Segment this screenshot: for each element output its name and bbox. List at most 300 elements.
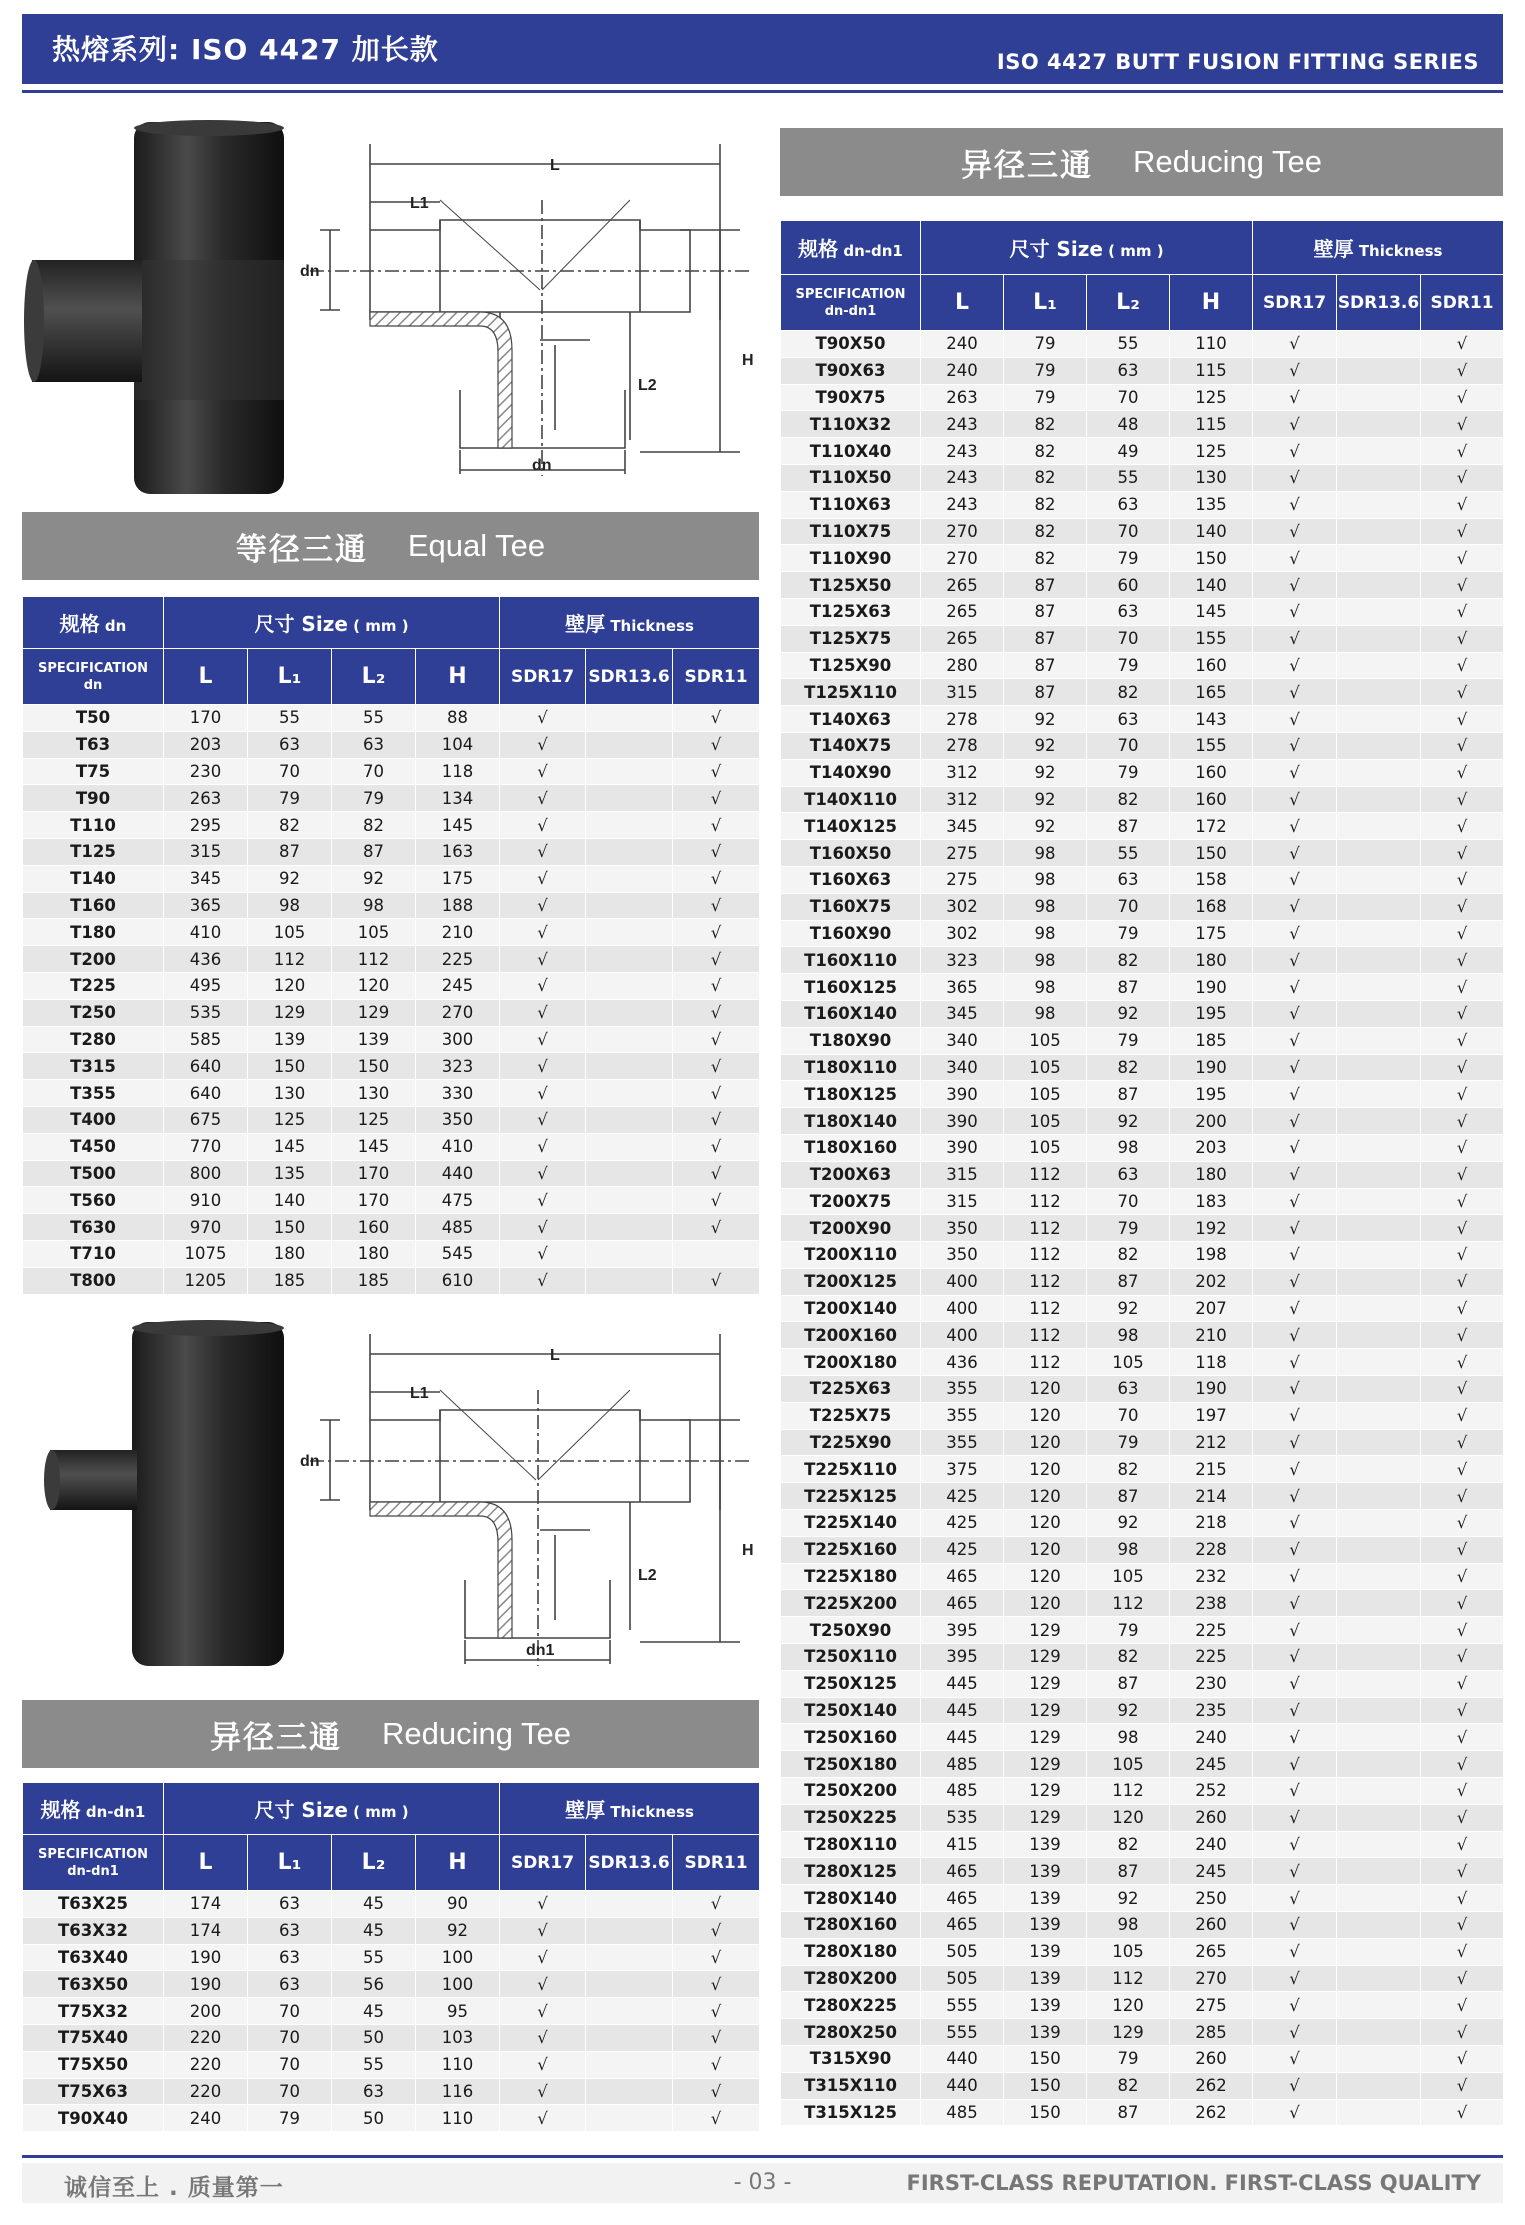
dimension-cell: 79 [1087, 1215, 1170, 1242]
sdr-cell: √ [1421, 1027, 1504, 1054]
sdr-cell [1337, 706, 1421, 733]
sdr-cell: √ [1253, 1724, 1337, 1751]
sdr-cell [1337, 1483, 1421, 1510]
table-row [781, 2046, 1504, 2073]
sdr-cell [1337, 1617, 1421, 1644]
dimension-cell: 125 [332, 1106, 416, 1133]
dimension-cell: 95 [416, 1998, 500, 2025]
dimension-cell: 63 [248, 1971, 332, 1998]
dimension-cell: 82 [1087, 1644, 1170, 1671]
sdr-cell: √ [1253, 1268, 1337, 1295]
spec-cell: T200X180 [781, 1349, 921, 1376]
table-row [781, 1536, 1504, 1563]
header-specification: SPECIFICATION dn-dn1 [23, 1835, 164, 1891]
dimension-cell: 92 [1087, 1000, 1170, 1027]
header-thickness: 壁厚 Thickness [500, 597, 760, 649]
dimension-cell: 160 [332, 1214, 416, 1241]
table-row [781, 947, 1504, 974]
dimension-cell: 800 [164, 1160, 248, 1187]
dimension-cell: 160 [1170, 759, 1253, 786]
sdr-cell: √ [500, 1971, 586, 1998]
dimension-cell: 139 [1004, 1831, 1087, 1858]
sdr-cell: √ [500, 1080, 586, 1107]
dimension-cell: 375 [921, 1456, 1004, 1483]
dimension-cell: 465 [921, 1590, 1004, 1617]
table-row [781, 491, 1504, 518]
equal-tee-photo [22, 120, 302, 500]
sdr-cell: √ [1421, 1376, 1504, 1403]
sdr-cell: √ [1421, 1483, 1504, 1510]
dimension-cell: 98 [1087, 1134, 1170, 1161]
sdr-cell: √ [1253, 2072, 1337, 2099]
header-spec: 规格 dn-dn1 [23, 1783, 164, 1835]
dimension-cell: 87 [1087, 813, 1170, 840]
dimension-cell: 140 [1170, 518, 1253, 545]
dimension-cell: 63 [248, 1944, 332, 1971]
sdr-cell: √ [1253, 625, 1337, 652]
sdr-cell [1337, 2099, 1421, 2126]
sdr-cell: √ [500, 2024, 586, 2051]
sdr-cell [586, 2024, 673, 2051]
spec-cell: T280X250 [781, 2019, 921, 2046]
dimension-cell: 129 [332, 999, 416, 1026]
sdr-cell: √ [1421, 1456, 1504, 1483]
spec-cell: T280X200 [781, 1965, 921, 1992]
dimension-cell: 70 [248, 758, 332, 785]
dimension-cell: 125 [1170, 438, 1253, 465]
dimension-cell: 105 [1087, 1751, 1170, 1778]
header-sdr11: SDR11 [1421, 275, 1504, 331]
sdr-cell [586, 1971, 673, 1998]
header-L2: L₂ [332, 649, 416, 705]
sdr-cell [1337, 1429, 1421, 1456]
sdr-cell [586, 1080, 673, 1107]
table-row [781, 572, 1504, 599]
dimension-cell: 145 [332, 1133, 416, 1160]
page-footer [22, 2163, 1503, 2203]
table-row [781, 1295, 1504, 1322]
spec-cell: T180 [23, 919, 164, 946]
dimension-cell: 212 [1170, 1429, 1253, 1456]
table-row [23, 946, 760, 973]
dimension-cell: 545 [416, 1240, 500, 1267]
sdr-cell: √ [1253, 947, 1337, 974]
spec-cell: T225X75 [781, 1402, 921, 1429]
dimension-cell: 139 [1004, 1965, 1087, 1992]
table-row [781, 1376, 1504, 1403]
dimension-cell: 160 [1170, 786, 1253, 813]
dimension-cell: 98 [1004, 920, 1087, 947]
table-row [23, 2024, 760, 2051]
table-row [781, 438, 1504, 465]
dimension-cell: 168 [1170, 893, 1253, 920]
dimension-cell: 440 [921, 2046, 1004, 2073]
sdr-cell: √ [1253, 813, 1337, 840]
table-row [781, 1510, 1504, 1537]
table-row [781, 1349, 1504, 1376]
spec-cell: T125X90 [781, 652, 921, 679]
sdr-cell [1337, 438, 1421, 465]
dimension-cell: 112 [1004, 1295, 1087, 1322]
sdr-cell: √ [1253, 1831, 1337, 1858]
dimension-cell: 350 [416, 1106, 500, 1133]
dimension-cell: 130 [248, 1080, 332, 1107]
sdr-cell [1337, 464, 1421, 491]
spec-cell: T90 [23, 785, 164, 812]
section-title-reducing-tee-left [22, 1700, 759, 1768]
dimension-cell: 410 [164, 919, 248, 946]
dimension-cell: 87 [1087, 974, 1170, 1001]
sdr-cell: √ [1253, 1885, 1337, 1912]
dimension-cell: 150 [1004, 2046, 1087, 2073]
dimension-cell: 60 [1087, 572, 1170, 599]
dimension-cell: 70 [332, 758, 416, 785]
dimension-cell: 240 [1170, 1831, 1253, 1858]
sdr-cell: √ [1421, 411, 1504, 438]
table-row [23, 1998, 760, 2025]
sdr-cell [586, 1891, 673, 1918]
dimension-cell: 82 [332, 812, 416, 839]
dimension-cell: 45 [332, 1917, 416, 1944]
dimension-cell: 82 [1087, 786, 1170, 813]
sdr-cell [1337, 1242, 1421, 1269]
sdr-cell: √ [1421, 572, 1504, 599]
dimension-cell: 355 [921, 1376, 1004, 1403]
sdr-cell [1337, 1054, 1421, 1081]
spec-cell: T90X50 [781, 331, 921, 358]
spec-cell: T710 [23, 1240, 164, 1267]
dimension-cell: 98 [1087, 1536, 1170, 1563]
sdr-cell: √ [1253, 1134, 1337, 1161]
sdr-cell: √ [1253, 411, 1337, 438]
dimension-cell: 92 [1004, 786, 1087, 813]
section-title-en: Equal Tee [407, 528, 546, 563]
header-spec: 规格 dn [23, 597, 164, 649]
section-title-cn: 异径三通 [960, 147, 1093, 184]
header-thickness: 壁厚 Thickness [500, 1783, 760, 1835]
sdr-cell [1337, 1027, 1421, 1054]
dimension-cell: 555 [921, 1992, 1004, 2019]
dimension-cell: 63 [332, 2078, 416, 2105]
header-sdr13-6: SDR13.6 [1337, 275, 1421, 331]
dimension-cell: 240 [1170, 1724, 1253, 1751]
page-number: - 03 - [733, 2170, 792, 2195]
dimension-cell: 185 [248, 1267, 332, 1294]
sdr-cell: √ [1421, 1295, 1504, 1322]
sdr-cell: √ [1253, 572, 1337, 599]
dimension-cell: 230 [164, 758, 248, 785]
sdr-cell [1337, 732, 1421, 759]
dimension-cell: 63 [248, 731, 332, 758]
dimension-cell: 270 [921, 545, 1004, 572]
sdr-cell: √ [673, 1998, 760, 2025]
sdr-cell: √ [673, 758, 760, 785]
dimension-cell: 82 [1087, 1054, 1170, 1081]
sdr-cell: √ [1421, 1188, 1504, 1215]
spec-cell: T180X160 [781, 1134, 921, 1161]
dimension-cell: 105 [1087, 1938, 1170, 1965]
dimension-cell: 98 [1004, 893, 1087, 920]
sdr-cell [1337, 893, 1421, 920]
sdr-cell: √ [1253, 1536, 1337, 1563]
sdr-cell [586, 1026, 673, 1053]
dimension-cell: 485 [921, 2099, 1004, 2126]
sdr-cell: √ [1421, 1697, 1504, 1724]
dimension-cell: 198 [1170, 1242, 1253, 1269]
dimension-cell: 278 [921, 732, 1004, 759]
sdr-cell: √ [673, 838, 760, 865]
dimension-cell: 145 [416, 812, 500, 839]
table-row [23, 2078, 760, 2105]
sdr-cell [1337, 947, 1421, 974]
spec-cell: T630 [23, 1214, 164, 1241]
table-row [781, 518, 1504, 545]
spec-cell: T225X200 [781, 1590, 921, 1617]
header-specification: SPECIFICATION dn-dn1 [781, 275, 921, 331]
sdr-cell: √ [1253, 866, 1337, 893]
spec-cell: T400 [23, 1106, 164, 1133]
dimension-cell: 225 [1170, 1644, 1253, 1671]
sdr-cell: √ [1421, 1161, 1504, 1188]
dimension-cell: 79 [1087, 652, 1170, 679]
dimension-cell: 225 [1170, 1617, 1253, 1644]
sdr-cell: √ [1253, 1322, 1337, 1349]
sdr-cell: √ [1421, 357, 1504, 384]
header-size: 尺寸 Size ( mm ) [921, 221, 1253, 275]
sdr-cell [1337, 411, 1421, 438]
dimension-cell: 82 [1087, 1242, 1170, 1269]
dimension-cell: 105 [1004, 1081, 1087, 1108]
table-row [781, 786, 1504, 813]
table-row [781, 1054, 1504, 1081]
dim-label-H: H [742, 1542, 754, 1559]
dimension-cell: 390 [921, 1134, 1004, 1161]
sdr-cell: √ [1421, 652, 1504, 679]
dimension-cell: 270 [416, 999, 500, 1026]
sdr-cell [1337, 1563, 1421, 1590]
sdr-cell: √ [500, 1240, 586, 1267]
sdr-cell [1337, 1134, 1421, 1161]
table-row [781, 759, 1504, 786]
dimension-cell: 190 [1170, 974, 1253, 1001]
sdr-cell: √ [1253, 1938, 1337, 1965]
dimension-cell: 174 [164, 1917, 248, 1944]
sdr-cell: √ [673, 705, 760, 732]
sdr-cell [1337, 1349, 1421, 1376]
dimension-cell: 485 [921, 1751, 1004, 1778]
dimension-cell: 129 [1004, 1724, 1087, 1751]
spec-cell: T90X63 [781, 357, 921, 384]
dimension-cell: 82 [1087, 1456, 1170, 1483]
sdr-cell: √ [1421, 1804, 1504, 1831]
sdr-cell: √ [673, 1133, 760, 1160]
dimension-cell: 87 [1087, 1483, 1170, 1510]
sdr-cell: √ [1421, 813, 1504, 840]
dimension-cell: 112 [1004, 1349, 1087, 1376]
dimension-cell: 45 [332, 1891, 416, 1918]
header-spec: 规格 dn-dn1 [781, 221, 921, 275]
spec-cell: T125X75 [781, 625, 921, 652]
reducing-tee-table-right [780, 220, 1504, 2126]
sdr-cell: √ [500, 972, 586, 999]
spec-cell: T90X40 [23, 2105, 164, 2132]
table-row [23, 1053, 760, 1080]
sdr-cell: √ [673, 1971, 760, 1998]
dimension-cell: 610 [416, 1267, 500, 1294]
sdr-cell: √ [1253, 357, 1337, 384]
sdr-cell: √ [673, 1026, 760, 1053]
table-row [781, 652, 1504, 679]
dimension-cell: 105 [1004, 1108, 1087, 1135]
dimension-cell: 210 [416, 919, 500, 946]
spec-cell: T225 [23, 972, 164, 999]
dimension-cell: 150 [1004, 2099, 1087, 2126]
sdr-cell [586, 1106, 673, 1133]
spec-cell: T110X50 [781, 464, 921, 491]
dimension-cell: 125 [248, 1106, 332, 1133]
sdr-cell: √ [673, 1080, 760, 1107]
dimension-cell: 180 [1170, 947, 1253, 974]
dimension-cell: 70 [1087, 625, 1170, 652]
spec-cell: T225X160 [781, 1536, 921, 1563]
dimension-cell: 90 [416, 1891, 500, 1918]
dimension-cell: 243 [921, 411, 1004, 438]
dimension-cell: 87 [1087, 1670, 1170, 1697]
table-row [781, 1188, 1504, 1215]
spec-cell: T450 [23, 1133, 164, 1160]
sdr-cell: √ [500, 1187, 586, 1214]
dimension-cell: 400 [921, 1268, 1004, 1295]
spec-cell: T250 [23, 999, 164, 1026]
table-row [781, 1697, 1504, 1724]
sdr-cell: √ [673, 892, 760, 919]
dimension-cell: 243 [921, 464, 1004, 491]
sdr-cell [586, 758, 673, 785]
table-row [781, 1644, 1504, 1671]
dimension-cell: 260 [1170, 1804, 1253, 1831]
sdr-cell [1337, 1858, 1421, 1885]
sdr-cell [1337, 384, 1421, 411]
dimension-cell: 270 [1170, 1965, 1253, 1992]
sdr-cell: √ [1253, 545, 1337, 572]
spec-cell: T110X40 [781, 438, 921, 465]
dimension-cell: 55 [1087, 464, 1170, 491]
dimension-cell: 240 [164, 2105, 248, 2132]
dimension-cell: 139 [1004, 1992, 1087, 2019]
sdr-cell [1337, 1536, 1421, 1563]
dimension-cell: 158 [1170, 866, 1253, 893]
dimension-cell: 445 [921, 1670, 1004, 1697]
table-row [781, 1724, 1504, 1751]
dimension-cell: 103 [416, 2024, 500, 2051]
footer-slogan-cn: 诚信至上 . 质量第一 [64, 2175, 284, 2201]
spec-cell: T110X63 [781, 491, 921, 518]
dimension-cell: 315 [921, 1161, 1004, 1188]
dimension-cell: 87 [1004, 652, 1087, 679]
dimension-cell: 130 [1170, 464, 1253, 491]
dimension-cell: 245 [1170, 1751, 1253, 1778]
dimension-cell: 82 [1004, 464, 1087, 491]
dimension-cell: 200 [164, 1998, 248, 2025]
dimension-cell: 203 [1170, 1134, 1253, 1161]
dimension-cell: 55 [332, 1944, 416, 1971]
header-L: L [164, 1835, 248, 1891]
dimension-cell: 98 [1004, 866, 1087, 893]
spec-cell: T110 [23, 812, 164, 839]
table-row [781, 1000, 1504, 1027]
dimension-cell: 195 [1170, 1081, 1253, 1108]
sdr-cell [586, 919, 673, 946]
table-row [781, 331, 1504, 358]
dimension-cell: 88 [416, 705, 500, 732]
dimension-cell: 245 [416, 972, 500, 999]
spec-cell: T250X180 [781, 1751, 921, 1778]
sdr-cell: √ [1253, 759, 1337, 786]
dimension-cell: 70 [248, 2024, 332, 2051]
spec-cell: T160X140 [781, 1000, 921, 1027]
table-row [23, 2051, 760, 2078]
dimension-cell: 265 [921, 625, 1004, 652]
table-row [23, 865, 760, 892]
dimension-cell: 395 [921, 1644, 1004, 1671]
sdr-cell: √ [1421, 518, 1504, 545]
dimension-cell: 63 [1087, 491, 1170, 518]
dimension-cell: 110 [1170, 331, 1253, 358]
dimension-cell: 302 [921, 893, 1004, 920]
sdr-cell: √ [1421, 1054, 1504, 1081]
dimension-cell: 79 [248, 2105, 332, 2132]
dimension-cell: 165 [1170, 679, 1253, 706]
sdr-cell: √ [1421, 1831, 1504, 1858]
spec-cell: T160X75 [781, 893, 921, 920]
dimension-cell: 105 [248, 919, 332, 946]
dimension-cell: 120 [248, 972, 332, 999]
spec-cell: T160X90 [781, 920, 921, 947]
dimension-cell: 485 [416, 1214, 500, 1241]
sdr-cell: √ [500, 838, 586, 865]
sdr-cell: √ [500, 2105, 586, 2132]
dimension-cell: 139 [1004, 2019, 1087, 2046]
table-row [23, 1891, 760, 1918]
dimension-cell: 425 [921, 1536, 1004, 1563]
dimension-cell: 238 [1170, 1590, 1253, 1617]
dimension-cell: 98 [332, 892, 416, 919]
dimension-cell: 82 [1087, 1831, 1170, 1858]
table-row [781, 706, 1504, 733]
sdr-cell: √ [1421, 1617, 1504, 1644]
dimension-cell: 155 [1170, 625, 1253, 652]
spec-cell: T90X75 [781, 384, 921, 411]
dimension-cell: 92 [332, 865, 416, 892]
dim-label-L: L [550, 1347, 560, 1364]
spec-cell: T200X110 [781, 1242, 921, 1269]
table-row [23, 1240, 760, 1267]
spec-cell: T140X110 [781, 786, 921, 813]
dimension-cell: 145 [1170, 598, 1253, 625]
dimension-cell: 120 [332, 972, 416, 999]
sdr-cell: √ [500, 1053, 586, 1080]
dimension-cell: 139 [1004, 1938, 1087, 1965]
sdr-cell: √ [1253, 840, 1337, 867]
dimension-cell: 188 [416, 892, 500, 919]
table-row [781, 2019, 1504, 2046]
dimension-cell: 465 [921, 1912, 1004, 1939]
dimension-cell: 150 [1004, 2072, 1087, 2099]
sdr-cell: √ [1421, 1938, 1504, 1965]
dimension-cell: 82 [1004, 491, 1087, 518]
dimension-cell: 129 [1004, 1804, 1087, 1831]
dimension-cell: 87 [1004, 679, 1087, 706]
